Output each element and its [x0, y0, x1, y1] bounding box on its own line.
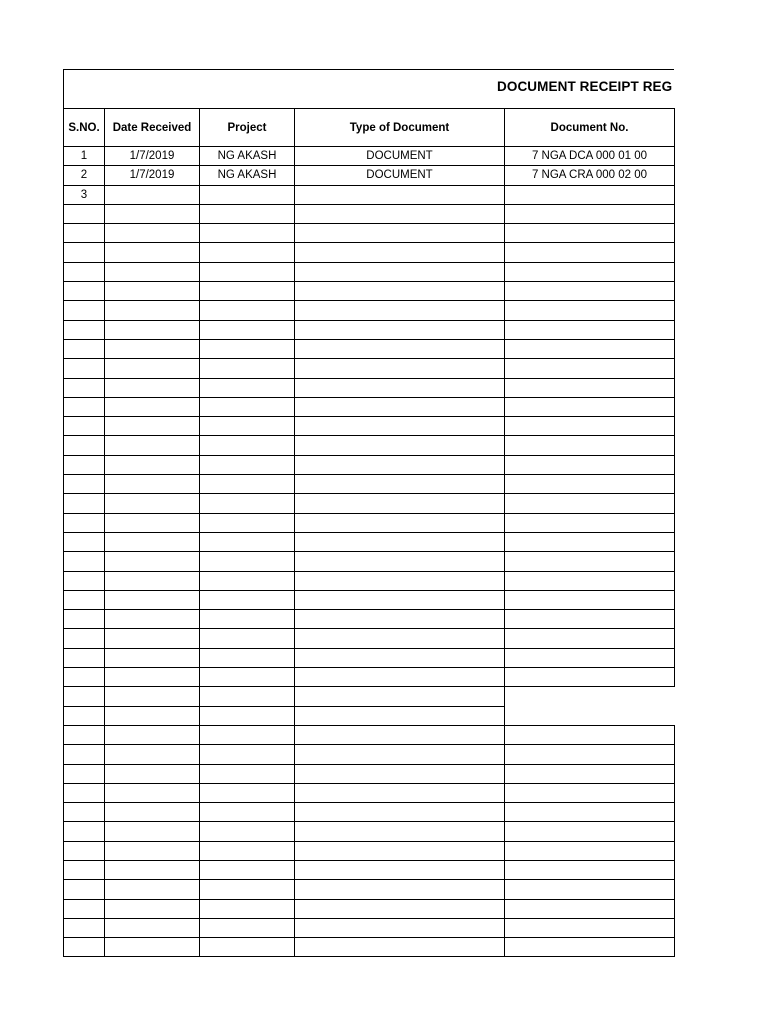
cell-document-no[interactable] [505, 475, 675, 494]
cell-date-received[interactable] [105, 803, 200, 822]
cell-sno[interactable] [64, 880, 105, 899]
cell-document-no[interactable] [505, 417, 675, 436]
cell-date-received[interactable] [105, 494, 200, 513]
table-row [64, 301, 675, 320]
cell-document-no[interactable] [505, 938, 675, 957]
cell-sno[interactable] [64, 552, 105, 571]
cell-date-received[interactable] [105, 860, 200, 879]
cell-type-of-document[interactable] [295, 359, 505, 378]
cell-sno[interactable] [64, 339, 105, 358]
table-row [64, 629, 675, 648]
cell-document-no[interactable] [505, 590, 675, 609]
cell-type-of-document[interactable] [295, 860, 505, 879]
cell-document-no[interactable] [505, 880, 675, 899]
cell-project[interactable] [200, 301, 295, 320]
cell-project[interactable] [200, 494, 295, 513]
cell-document-no[interactable] [505, 668, 675, 687]
cell-project[interactable] [200, 455, 295, 474]
cell-document-no[interactable] [505, 262, 675, 281]
cell-date-received[interactable] [105, 378, 200, 397]
cell-project[interactable] [200, 243, 295, 262]
cell-sno[interactable] [64, 262, 105, 281]
cell-project[interactable] [200, 706, 295, 725]
table-row [64, 204, 675, 223]
table-row [64, 436, 675, 455]
cell-project[interactable] [200, 339, 295, 358]
cell-sno[interactable]: 3 [64, 185, 105, 204]
table-row [64, 880, 675, 899]
cell-document-no[interactable] [505, 725, 675, 744]
cell-date-received[interactable] [105, 455, 200, 474]
cell-type-of-document[interactable] [295, 301, 505, 320]
table-row [64, 938, 675, 957]
cell-type-of-document[interactable] [295, 783, 505, 802]
table-row [64, 262, 675, 281]
cell-project[interactable] [200, 899, 295, 918]
cell-type-of-document[interactable] [295, 397, 505, 416]
cell-document-no[interactable] [505, 282, 675, 301]
cell-sno[interactable] [64, 764, 105, 783]
cell-document-no[interactable] [505, 436, 675, 455]
cell-project[interactable] [200, 880, 295, 899]
cell-sno[interactable] [64, 745, 105, 764]
cell-type-of-document[interactable] [295, 880, 505, 899]
table-row [64, 706, 675, 725]
cell-document-no[interactable] [505, 918, 675, 937]
cell-sno[interactable] [64, 513, 105, 532]
cell-document-no[interactable] [505, 629, 675, 648]
cell-type-of-document[interactable] [295, 899, 505, 918]
cell-date-received[interactable] [105, 687, 200, 706]
cell-date-received[interactable] [105, 552, 200, 571]
cell-type-of-document[interactable] [295, 745, 505, 764]
cell-date-received[interactable] [105, 397, 200, 416]
cell-document-no[interactable] [505, 745, 675, 764]
cell-sno[interactable] [64, 668, 105, 687]
cell-project[interactable] [200, 648, 295, 667]
cell-type-of-document[interactable] [295, 803, 505, 822]
table-row [64, 668, 675, 687]
cell-sno[interactable] [64, 204, 105, 223]
table-row [64, 745, 675, 764]
cell-document-no[interactable] [505, 359, 675, 378]
header-sno: S.NO. [64, 109, 105, 147]
cell-document-no[interactable] [505, 783, 675, 802]
cell-date-received[interactable] [105, 204, 200, 223]
cell-sno[interactable] [64, 610, 105, 629]
cell-type-of-document[interactable] [295, 513, 505, 532]
table-row [64, 918, 675, 937]
cell-sno[interactable] [64, 532, 105, 551]
cell-sno[interactable] [64, 571, 105, 590]
cell-date-received[interactable] [105, 725, 200, 744]
cell-sno[interactable] [64, 359, 105, 378]
table-row [64, 687, 675, 706]
cell-date-received[interactable] [105, 475, 200, 494]
cell-type-of-document[interactable] [295, 764, 505, 783]
cell-type-of-document[interactable] [295, 571, 505, 590]
cell-date-received[interactable] [105, 243, 200, 262]
table-row [64, 610, 675, 629]
cell-document-no[interactable] [505, 513, 675, 532]
cell-document-no[interactable]: 7 NGA CRA 000 02 00 [505, 166, 675, 185]
cell-document-no[interactable] [505, 532, 675, 551]
cell-type-of-document[interactable] [295, 725, 505, 744]
cell-sno[interactable] [64, 860, 105, 879]
cell-document-no[interactable] [505, 648, 675, 667]
header-type-of-document: Type of Document [295, 109, 505, 147]
cell-date-received[interactable] [105, 590, 200, 609]
cell-project[interactable] [200, 938, 295, 957]
cell-project[interactable] [200, 803, 295, 822]
cell-document-no[interactable] [505, 841, 675, 860]
cell-date-received[interactable] [105, 629, 200, 648]
title-row [63, 69, 674, 108]
cell-type-of-document[interactable] [295, 938, 505, 957]
table-row [64, 224, 675, 243]
cell-sno[interactable] [64, 822, 105, 841]
table-row [64, 803, 675, 822]
cell-project[interactable] [200, 513, 295, 532]
cell-sno[interactable] [64, 397, 105, 416]
table-row [64, 764, 675, 783]
header-document-no: Document No. [505, 109, 675, 147]
cell-document-no[interactable] [505, 301, 675, 320]
cell-type-of-document[interactable] [295, 648, 505, 667]
cell-document-no[interactable] [505, 378, 675, 397]
cell-sno[interactable] [64, 783, 105, 802]
table-row [64, 166, 675, 185]
cell-project[interactable] [200, 668, 295, 687]
cell-sno[interactable] [64, 590, 105, 609]
cell-project[interactable] [200, 224, 295, 243]
cell-document-no[interactable] [505, 243, 675, 262]
cell-sno[interactable] [64, 706, 105, 725]
cell-sno[interactable]: 2 [64, 166, 105, 185]
cell-sno[interactable] [64, 494, 105, 513]
cell-project[interactable] [200, 860, 295, 879]
table-row [64, 397, 675, 416]
cell-sno[interactable] [64, 301, 105, 320]
cell-date-received[interactable]: 1/7/2019 [105, 166, 200, 185]
table-row [64, 339, 675, 358]
cell-date-received[interactable] [105, 185, 200, 204]
cell-date-received[interactable] [105, 359, 200, 378]
cell-project[interactable] [200, 590, 295, 609]
cell-type-of-document[interactable] [295, 841, 505, 860]
cell-type-of-document[interactable] [295, 204, 505, 223]
cell-type-of-document[interactable] [295, 475, 505, 494]
table-row [64, 185, 675, 204]
cell-date-received[interactable] [105, 571, 200, 590]
cell-project[interactable] [200, 417, 295, 436]
cell-date-received[interactable] [105, 822, 200, 841]
cell-date-received[interactable] [105, 224, 200, 243]
cell-project[interactable] [200, 571, 295, 590]
cell-project[interactable] [200, 822, 295, 841]
cell-type-of-document[interactable] [295, 436, 505, 455]
cell-date-received[interactable] [105, 262, 200, 281]
cell-sno[interactable] [64, 803, 105, 822]
cell-sno[interactable] [64, 417, 105, 436]
cell-type-of-document[interactable] [295, 822, 505, 841]
document-sheet [63, 69, 674, 957]
cell-document-no[interactable] [505, 803, 675, 822]
cell-document-no[interactable] [505, 860, 675, 879]
cell-date-received[interactable] [105, 880, 200, 899]
cell-type-of-document[interactable] [295, 629, 505, 648]
cell-document-no[interactable] [505, 224, 675, 243]
cell-date-received[interactable] [105, 706, 200, 725]
cell-document-no[interactable] [505, 822, 675, 841]
table-row [64, 513, 675, 532]
cell-type-of-document[interactable] [295, 706, 505, 725]
table-row [64, 783, 675, 802]
table-row [64, 243, 675, 262]
cell-project[interactable] [200, 320, 295, 339]
cell-type-of-document[interactable] [295, 918, 505, 937]
cell-date-received[interactable] [105, 436, 200, 455]
cell-date-received[interactable] [105, 339, 200, 358]
cell-project[interactable] [200, 436, 295, 455]
header-row [64, 109, 675, 147]
cell-project[interactable] [200, 918, 295, 937]
table-row [64, 822, 675, 841]
cell-date-received[interactable] [105, 610, 200, 629]
cell-date-received[interactable] [105, 282, 200, 301]
cell-sno[interactable] [64, 320, 105, 339]
cell-project[interactable] [200, 397, 295, 416]
cell-document-no [505, 706, 675, 725]
cell-date-received[interactable] [105, 918, 200, 937]
table-row [64, 378, 675, 397]
cell-document-no[interactable] [505, 397, 675, 416]
register-body [64, 147, 675, 957]
cell-project[interactable] [200, 687, 295, 706]
cell-document-no[interactable] [505, 571, 675, 590]
table-row [64, 475, 675, 494]
cell-sno[interactable] [64, 841, 105, 860]
table-row [64, 648, 675, 667]
cell-date-received[interactable] [105, 938, 200, 957]
cell-document-no[interactable] [505, 339, 675, 358]
document-title: DOCUMENT RECEIPT REG [497, 79, 673, 94]
table-row [64, 455, 675, 474]
header-date-received: Date Received [105, 109, 200, 147]
cell-document-no[interactable] [505, 610, 675, 629]
cell-sno[interactable] [64, 918, 105, 937]
table-row [64, 590, 675, 609]
cell-sno[interactable] [64, 687, 105, 706]
cell-type-of-document[interactable] [295, 320, 505, 339]
cell-sno[interactable] [64, 282, 105, 301]
cell-document-no[interactable]: 7 NGA DCA 000 01 00 [505, 147, 675, 166]
cell-date-received[interactable] [105, 301, 200, 320]
cell-sno[interactable] [64, 899, 105, 918]
cell-sno[interactable] [64, 725, 105, 744]
table-row [64, 417, 675, 436]
cell-date-received[interactable] [105, 764, 200, 783]
table-row [64, 725, 675, 744]
cell-type-of-document[interactable] [295, 262, 505, 281]
cell-document-no[interactable] [505, 320, 675, 339]
cell-type-of-document[interactable] [295, 494, 505, 513]
cell-type-of-document[interactable]: DOCUMENT [295, 147, 505, 166]
cell-document-no[interactable] [505, 204, 675, 223]
cell-document-no[interactable] [505, 552, 675, 571]
cell-project[interactable] [200, 725, 295, 744]
cell-type-of-document[interactable] [295, 339, 505, 358]
cell-type-of-document[interactable] [295, 687, 505, 706]
cell-type-of-document[interactable] [295, 185, 505, 204]
cell-sno[interactable] [64, 648, 105, 667]
cell-date-received[interactable] [105, 320, 200, 339]
cell-type-of-document[interactable] [295, 668, 505, 687]
table-row [64, 571, 675, 590]
cell-type-of-document[interactable] [295, 378, 505, 397]
cell-project[interactable] [200, 475, 295, 494]
cell-project[interactable] [200, 764, 295, 783]
cell-type-of-document[interactable] [295, 610, 505, 629]
table-row [64, 282, 675, 301]
table-row [64, 552, 675, 571]
table-row [64, 860, 675, 879]
cell-date-received[interactable] [105, 745, 200, 764]
cell-document-no[interactable] [505, 764, 675, 783]
table-row [64, 532, 675, 551]
cell-type-of-document[interactable] [295, 590, 505, 609]
cell-project[interactable] [200, 610, 295, 629]
cell-sno[interactable] [64, 629, 105, 648]
cell-sno[interactable] [64, 243, 105, 262]
cell-date-received[interactable] [105, 648, 200, 667]
cell-project[interactable] [200, 359, 295, 378]
cell-sno[interactable] [64, 475, 105, 494]
cell-date-received[interactable] [105, 899, 200, 918]
cell-date-received[interactable] [105, 417, 200, 436]
cell-document-no [505, 687, 675, 706]
cell-type-of-document[interactable] [295, 532, 505, 551]
cell-date-received[interactable] [105, 783, 200, 802]
cell-date-received[interactable] [105, 668, 200, 687]
table-row [64, 841, 675, 860]
cell-sno[interactable] [64, 224, 105, 243]
cell-project[interactable] [200, 204, 295, 223]
cell-project[interactable] [200, 532, 295, 551]
table-row [64, 494, 675, 513]
header-project: Project [200, 109, 295, 147]
cell-type-of-document[interactable] [295, 282, 505, 301]
cell-sno[interactable]: 1 [64, 147, 105, 166]
cell-project[interactable]: NG AKASH [200, 166, 295, 185]
cell-date-received[interactable]: 1/7/2019 [105, 147, 200, 166]
table-row [64, 147, 675, 166]
cell-project[interactable] [200, 841, 295, 860]
cell-sno[interactable] [64, 436, 105, 455]
cell-document-no[interactable] [505, 899, 675, 918]
cell-sno[interactable] [64, 378, 105, 397]
cell-type-of-document[interactable] [295, 552, 505, 571]
cell-type-of-document[interactable]: DOCUMENT [295, 166, 505, 185]
cell-project[interactable]: NG AKASH [200, 147, 295, 166]
cell-type-of-document[interactable] [295, 243, 505, 262]
cell-sno[interactable] [64, 938, 105, 957]
table-row [64, 320, 675, 339]
cell-project[interactable] [200, 552, 295, 571]
cell-date-received[interactable] [105, 513, 200, 532]
cell-project[interactable] [200, 629, 295, 648]
cell-type-of-document[interactable] [295, 455, 505, 474]
cell-project[interactable] [200, 185, 295, 204]
cell-document-no[interactable] [505, 494, 675, 513]
cell-project[interactable] [200, 745, 295, 764]
cell-project[interactable] [200, 262, 295, 281]
cell-project[interactable] [200, 378, 295, 397]
cell-sno[interactable] [64, 455, 105, 474]
register-table [63, 108, 675, 957]
cell-document-no[interactable] [505, 455, 675, 474]
table-row [64, 899, 675, 918]
table-row [64, 359, 675, 378]
cell-project[interactable] [200, 783, 295, 802]
cell-type-of-document[interactable] [295, 224, 505, 243]
cell-date-received[interactable] [105, 532, 200, 551]
cell-type-of-document[interactable] [295, 417, 505, 436]
cell-project[interactable] [200, 282, 295, 301]
cell-document-no[interactable] [505, 185, 675, 204]
cell-date-received[interactable] [105, 841, 200, 860]
